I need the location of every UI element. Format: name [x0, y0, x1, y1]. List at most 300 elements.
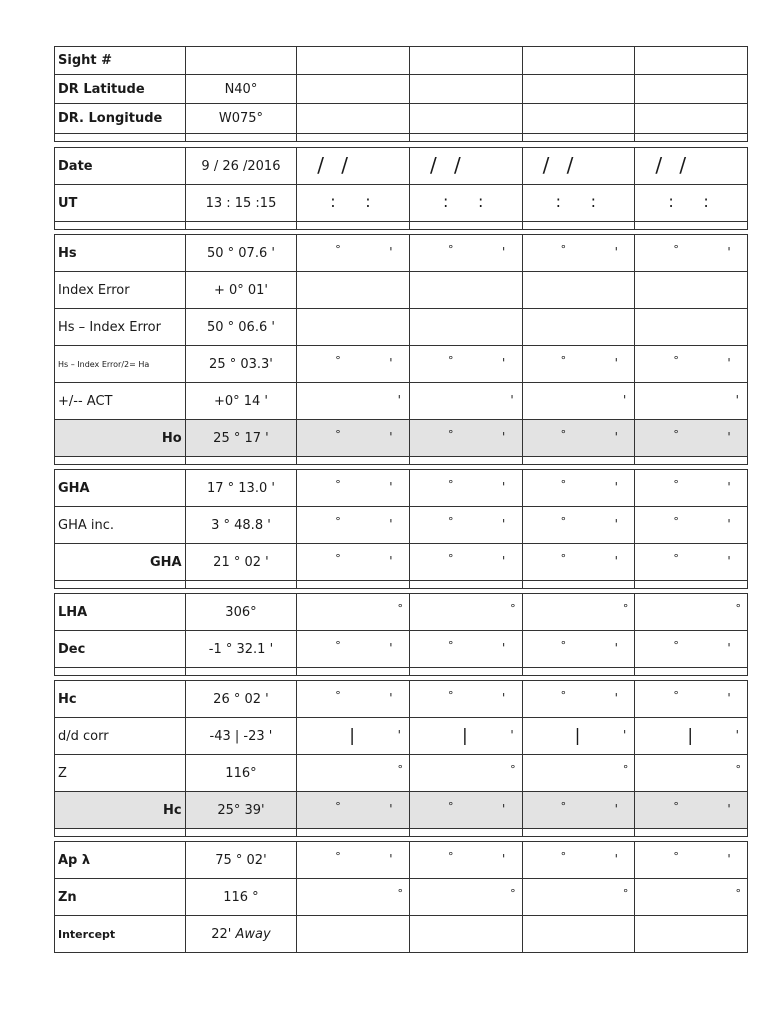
- label-hc-total: Hc: [163, 802, 182, 818]
- value-lha[interactable]: 306°: [185, 594, 297, 630]
- dd-cell[interactable]: [522, 718, 635, 754]
- value-ho[interactable]: 25 ° 17 ': [185, 420, 297, 456]
- label-z: Z: [58, 765, 67, 781]
- degree-mark: °: [673, 689, 679, 702]
- label-hc: Hc: [58, 691, 77, 707]
- minute-mark: ': [389, 852, 393, 866]
- angle-cell[interactable]: [634, 631, 747, 667]
- degree-mark: °: [560, 850, 567, 863]
- angle-cell[interactable]: [409, 346, 522, 382]
- degree-mark: °: [447, 639, 454, 652]
- angle-cell[interactable]: [409, 681, 522, 717]
- slash-mark: /: [655, 153, 663, 177]
- angle-cell[interactable]: [522, 235, 635, 271]
- angle-cell[interactable]: [634, 681, 747, 717]
- minute-mark: ': [727, 356, 731, 370]
- angle-cell[interactable]: [296, 842, 409, 878]
- spacer-cell: [522, 134, 635, 141]
- degree-mark: °: [335, 850, 341, 863]
- value-date[interactable]: 9 / 26 /2016: [185, 148, 297, 184]
- degree-cell[interactable]: [296, 594, 409, 630]
- label-hs: Hs: [58, 245, 77, 261]
- angle-cell[interactable]: [409, 235, 522, 271]
- minute-mark: ': [727, 691, 731, 705]
- minute-mark: ': [389, 802, 393, 816]
- angle-cell[interactable]: [409, 470, 522, 506]
- spacer-cell: [634, 581, 747, 588]
- minute-mark: ': [501, 641, 506, 655]
- row-dr-latitude: [54, 74, 748, 104]
- value-index-error[interactable]: + 0° 01': [185, 272, 297, 308]
- row-hc: [54, 680, 748, 718]
- sight-cell[interactable]: [522, 916, 635, 952]
- minute-mark: ': [501, 554, 506, 568]
- date-cell[interactable]: [409, 148, 522, 184]
- angle-cell[interactable]: [296, 420, 409, 456]
- row-gha: [54, 469, 748, 507]
- degree-cell[interactable]: [634, 755, 747, 791]
- value-ut[interactable]: 13 : 15 :15: [185, 185, 297, 221]
- sight-cell[interactable]: [296, 47, 409, 74]
- sight-cell[interactable]: [296, 104, 409, 133]
- degree-mark: °: [335, 428, 341, 441]
- degree-mark: °: [560, 354, 567, 367]
- minute-mark: ': [614, 356, 618, 370]
- sight-cell[interactable]: [409, 47, 522, 74]
- degree-mark: °: [447, 243, 454, 256]
- spacer-cell: [296, 134, 409, 141]
- sight-cell[interactable]: [296, 272, 409, 308]
- row-spacer: [54, 580, 748, 589]
- sight-cell[interactable]: [296, 916, 409, 952]
- label-ap-lambda: Ap λ: [58, 852, 91, 868]
- angle-cell[interactable]: [634, 235, 747, 271]
- degree-mark: °: [673, 800, 679, 813]
- minute-mark: ': [614, 641, 618, 655]
- minute-mark: ': [614, 430, 618, 444]
- date-cell[interactable]: [522, 148, 635, 184]
- angle-cell[interactable]: [522, 470, 635, 506]
- slash-mark: /: [317, 153, 325, 177]
- row-hs: [54, 234, 748, 272]
- sight-cell[interactable]: [522, 104, 635, 133]
- minute-mark: ': [727, 852, 731, 866]
- row-intercept: [54, 915, 748, 953]
- minute-mark: ': [614, 245, 618, 259]
- minute-mark: ': [501, 356, 506, 370]
- minute-mark: ': [727, 480, 731, 494]
- spacer-cell: [409, 222, 522, 229]
- value-zn[interactable]: 116 °: [185, 879, 297, 915]
- value-hs[interactable]: 50 ° 07.6 ': [185, 235, 297, 271]
- degree-mark: °: [673, 428, 679, 441]
- label-dr-latitude: DR Latitude: [58, 81, 145, 97]
- angle-cell[interactable]: [409, 544, 522, 580]
- angle-cell[interactable]: [522, 792, 635, 828]
- colon-mark: :: [477, 192, 484, 211]
- degree-cell[interactable]: [296, 879, 409, 915]
- angle-cell[interactable]: [634, 420, 747, 456]
- degree-mark: °: [397, 887, 403, 900]
- angle-cell[interactable]: [522, 681, 635, 717]
- angle-cell[interactable]: [522, 507, 635, 543]
- date-cell[interactable]: [634, 148, 747, 184]
- slash-mark: /: [542, 153, 550, 177]
- angle-cell[interactable]: [522, 544, 635, 580]
- angle-cell[interactable]: [522, 842, 635, 878]
- degree-mark: °: [335, 639, 341, 652]
- colon-mark: :: [555, 192, 562, 211]
- degree-mark: °: [397, 763, 403, 776]
- row-ha: [54, 345, 748, 383]
- label-dd-correction: d/d corr: [58, 728, 109, 744]
- minute-mark: ': [389, 554, 393, 568]
- angle-cell[interactable]: [409, 420, 522, 456]
- spacer-cell: [185, 457, 297, 464]
- sight-cell[interactable]: [409, 272, 522, 308]
- value-gha[interactable]: 17 ° 13.0 ': [185, 470, 297, 506]
- degree-cell[interactable]: [409, 594, 522, 630]
- label-gha: GHA: [58, 480, 90, 496]
- degree-mark: °: [622, 602, 629, 615]
- row-lha: [54, 593, 748, 631]
- minute-mark: ': [501, 517, 506, 531]
- label-hs-minus-index-error: Hs – Index Error: [58, 319, 161, 335]
- angle-cell[interactable]: [634, 507, 747, 543]
- sight-cell[interactable]: [409, 75, 522, 103]
- row-ap-lambda: [54, 841, 748, 879]
- angle-cell[interactable]: [634, 470, 747, 506]
- sight-cell[interactable]: [409, 309, 522, 345]
- degree-mark: °: [335, 689, 341, 702]
- degree-mark: °: [447, 515, 454, 528]
- spacer-cell: [296, 829, 409, 836]
- value-ha[interactable]: 25 ° 03.3': [185, 346, 297, 382]
- value-sight-number[interactable]: [185, 47, 297, 74]
- minute-mark: ': [501, 430, 506, 444]
- angle-cell[interactable]: [296, 346, 409, 382]
- angle-cell[interactable]: [296, 681, 409, 717]
- value-ap-lambda[interactable]: 75 ° 02': [185, 842, 297, 878]
- spacer-cell: [55, 457, 185, 464]
- value-intercept[interactable]: [185, 916, 297, 952]
- dd-cell[interactable]: [409, 718, 522, 754]
- spacer-cell: [634, 457, 747, 464]
- degree-mark: °: [560, 800, 567, 813]
- colon-mark: :: [590, 192, 597, 211]
- sight-cell[interactable]: [634, 916, 747, 952]
- minute-mark: ': [727, 802, 731, 816]
- spacer-cell: [409, 581, 522, 588]
- label-sight-number: Sight #: [58, 53, 113, 68]
- value-dd-correction[interactable]: -43 | -23 ': [185, 718, 297, 754]
- angle-cell[interactable]: [522, 631, 635, 667]
- minute-mark: ': [397, 728, 401, 742]
- spacer-cell: [522, 668, 635, 675]
- sight-cell[interactable]: [522, 272, 635, 308]
- minute-mark: ': [727, 430, 731, 444]
- minute-mark: ': [501, 802, 506, 816]
- row-dr-longitude: [54, 103, 748, 134]
- minute-mark: ': [501, 852, 506, 866]
- spacer-cell: [634, 668, 747, 675]
- label-ut: UT: [58, 195, 78, 211]
- sight-cell[interactable]: [634, 309, 747, 345]
- label-zn: Zn: [58, 889, 77, 905]
- degree-mark: °: [560, 552, 567, 565]
- degree-mark: °: [335, 354, 341, 367]
- value-dr-latitude[interactable]: N40°: [185, 75, 297, 103]
- label-ha: Hs – Index Error/2= Ha: [58, 359, 150, 369]
- spacer-cell: [634, 222, 747, 229]
- minute-mark: ': [614, 480, 618, 494]
- minute-mark: ': [727, 245, 731, 259]
- spacer-cell: [409, 134, 522, 141]
- spacer-cell: [409, 457, 522, 464]
- degree-mark: °: [560, 515, 567, 528]
- label-dr-longitude: DR. Longitude: [58, 111, 163, 126]
- degree-cell[interactable]: [409, 879, 522, 915]
- time-cell[interactable]: [522, 185, 635, 221]
- colon-mark: :: [442, 192, 449, 211]
- degree-mark: °: [447, 689, 454, 702]
- degree-cell[interactable]: [522, 594, 635, 630]
- row-dd-correction: [54, 717, 748, 755]
- spacer-cell: [522, 457, 635, 464]
- degree-mark: °: [673, 552, 679, 565]
- row-hc-total: [54, 791, 748, 829]
- sight-cell[interactable]: [522, 75, 635, 103]
- row-spacer: [54, 828, 748, 837]
- row-gha-total: [54, 543, 748, 581]
- intercept-direction: Away: [235, 926, 271, 942]
- label-ho: Ho: [161, 430, 182, 446]
- time-cell[interactable]: [296, 185, 409, 221]
- degree-mark: °: [673, 478, 679, 491]
- degree-mark: °: [335, 800, 341, 813]
- label-gha-increment: GHA inc.: [58, 517, 115, 533]
- minute-mark: ': [510, 393, 514, 407]
- angle-cell[interactable]: [296, 235, 409, 271]
- value-hc[interactable]: 26 ° 02 ': [185, 681, 297, 717]
- minute-cell[interactable]: [409, 383, 522, 419]
- label-date: Date: [58, 158, 93, 174]
- degree-mark: °: [447, 552, 454, 565]
- colon-mark: :: [365, 192, 371, 211]
- minute-mark: ': [735, 393, 739, 407]
- sight-cell[interactable]: [634, 104, 747, 133]
- value-z[interactable]: 116°: [185, 755, 297, 791]
- row-spacer: [54, 456, 748, 465]
- minute-mark: ': [614, 517, 618, 531]
- degree-cell[interactable]: [522, 879, 635, 915]
- value-dr-longitude[interactable]: W075°: [185, 104, 297, 133]
- degree-mark: °: [447, 428, 454, 441]
- row-spacer: [54, 667, 748, 676]
- colon-mark: :: [330, 192, 336, 211]
- degree-cell[interactable]: [296, 755, 409, 791]
- intercept-distance: 22': [211, 926, 232, 942]
- value-act[interactable]: +0° 14 ': [185, 383, 297, 419]
- time-cell[interactable]: [634, 185, 747, 221]
- minute-mark: ': [501, 245, 506, 259]
- sight-cell[interactable]: [522, 47, 635, 74]
- angle-cell[interactable]: [634, 346, 747, 382]
- spacer-cell: [296, 457, 409, 464]
- degree-mark: °: [673, 354, 679, 367]
- spacer-cell: [409, 668, 522, 675]
- spacer-cell: [296, 222, 409, 229]
- sight-cell[interactable]: [522, 309, 635, 345]
- value-hs-minus-index-error[interactable]: 50 ° 06.6 ': [185, 309, 297, 345]
- degree-mark: °: [673, 639, 679, 652]
- minute-mark: ': [727, 554, 731, 568]
- minute-mark: ': [389, 641, 393, 655]
- angle-cell[interactable]: [634, 544, 747, 580]
- value-hc-total[interactable]: 25° 39': [185, 792, 297, 828]
- dd-cell[interactable]: [296, 718, 409, 754]
- angle-cell[interactable]: [296, 507, 409, 543]
- degree-mark: °: [335, 515, 341, 528]
- angle-cell[interactable]: [409, 792, 522, 828]
- degree-mark: °: [673, 243, 679, 256]
- sight-cell[interactable]: [634, 75, 747, 103]
- slash-mark: /: [453, 153, 461, 177]
- minute-mark: ': [397, 393, 401, 407]
- minute-cell[interactable]: [296, 383, 409, 419]
- angle-cell[interactable]: [634, 842, 747, 878]
- minute-mark: ': [735, 728, 739, 742]
- angle-cell[interactable]: [296, 544, 409, 580]
- degree-cell[interactable]: [409, 755, 522, 791]
- minute-cell[interactable]: [634, 383, 747, 419]
- colon-mark: :: [703, 192, 709, 211]
- degree-mark: °: [447, 478, 454, 491]
- minute-mark: ': [389, 480, 393, 494]
- spacer-cell: [55, 581, 185, 588]
- spacer-cell: [185, 134, 297, 141]
- degree-cell[interactable]: [634, 594, 747, 630]
- row-date: [54, 147, 748, 185]
- minute-mark: ': [614, 802, 618, 816]
- degree-mark: °: [560, 478, 567, 491]
- degree-mark: °: [510, 602, 516, 615]
- minute-mark: ': [501, 691, 506, 705]
- minute-cell[interactable]: [522, 383, 635, 419]
- row-index-error: [54, 271, 748, 309]
- angle-cell[interactable]: [409, 631, 522, 667]
- spacer-cell: [55, 134, 185, 141]
- minute-mark: ': [623, 393, 627, 407]
- minute-mark: ': [389, 691, 393, 705]
- value-dec[interactable]: -1 ° 32.1 ': [185, 631, 297, 667]
- degree-mark: °: [510, 763, 516, 776]
- dd-cell[interactable]: [634, 718, 747, 754]
- sight-cell[interactable]: [634, 272, 747, 308]
- separator-bar: |: [461, 726, 468, 746]
- spacer-cell: [55, 222, 185, 229]
- minute-mark: ': [389, 245, 393, 259]
- minute-mark: ': [727, 517, 731, 531]
- spacer-cell: [55, 668, 185, 675]
- label-dec: Dec: [58, 641, 86, 657]
- degree-mark: °: [335, 478, 341, 491]
- separator-bar: |: [349, 726, 356, 746]
- sight-cell[interactable]: [296, 75, 409, 103]
- minute-mark: ': [510, 728, 514, 742]
- label-intercept: Intercept: [58, 927, 116, 941]
- angle-cell[interactable]: [296, 792, 409, 828]
- angle-cell[interactable]: [296, 470, 409, 506]
- degree-mark: °: [735, 602, 741, 615]
- label-index-error: Index Error: [58, 282, 130, 298]
- sight-cell[interactable]: [634, 47, 747, 74]
- value-gha-total[interactable]: 21 ° 02 ': [185, 544, 297, 580]
- minute-mark: ': [614, 554, 618, 568]
- slash-mark: /: [341, 153, 349, 177]
- colon-mark: :: [668, 192, 674, 211]
- spacer-cell: [185, 581, 297, 588]
- minute-mark: ': [501, 480, 506, 494]
- angle-cell[interactable]: [522, 346, 635, 382]
- degree-mark: °: [397, 602, 403, 615]
- degree-cell[interactable]: [522, 755, 635, 791]
- degree-mark: °: [510, 887, 516, 900]
- degree-mark: °: [447, 800, 454, 813]
- label-gha-total: GHA: [150, 554, 182, 570]
- angle-cell[interactable]: [409, 507, 522, 543]
- spacer-cell: [634, 134, 747, 141]
- degree-mark: °: [560, 243, 567, 256]
- degree-mark: °: [673, 850, 679, 863]
- spacer-cell: [522, 581, 635, 588]
- spacer-cell: [522, 222, 635, 229]
- minute-mark: ': [623, 728, 627, 742]
- date-cell[interactable]: [296, 148, 409, 184]
- angle-cell[interactable]: [296, 631, 409, 667]
- value-gha-increment[interactable]: 3 ° 48.8 ': [185, 507, 297, 543]
- label-act: +/-- ACT: [58, 393, 113, 409]
- row-zn: [54, 878, 748, 916]
- spacer-cell: [522, 829, 635, 836]
- angle-cell[interactable]: [409, 842, 522, 878]
- slash-mark: /: [429, 153, 437, 177]
- degree-mark: °: [447, 850, 454, 863]
- time-cell[interactable]: [409, 185, 522, 221]
- degree-mark: °: [673, 515, 679, 528]
- spacer-cell: [296, 581, 409, 588]
- row-ut: [54, 184, 748, 222]
- minute-mark: ': [727, 641, 731, 655]
- row-ho: [54, 419, 748, 457]
- sight-cell[interactable]: [409, 104, 522, 133]
- separator-bar: |: [687, 726, 694, 746]
- sight-cell[interactable]: [409, 916, 522, 952]
- angle-cell[interactable]: [522, 420, 635, 456]
- spacer-cell: [185, 668, 297, 675]
- degree-mark: °: [335, 243, 341, 256]
- degree-mark: °: [622, 887, 629, 900]
- minute-mark: ': [389, 517, 393, 531]
- spacer-cell: [634, 829, 747, 836]
- sight-cell[interactable]: [296, 309, 409, 345]
- row-gha-increment: [54, 506, 748, 544]
- spacer-cell: [185, 829, 297, 836]
- spacer-cell: [55, 829, 185, 836]
- angle-cell[interactable]: [634, 792, 747, 828]
- spacer-cell: [296, 668, 409, 675]
- degree-cell[interactable]: [634, 879, 747, 915]
